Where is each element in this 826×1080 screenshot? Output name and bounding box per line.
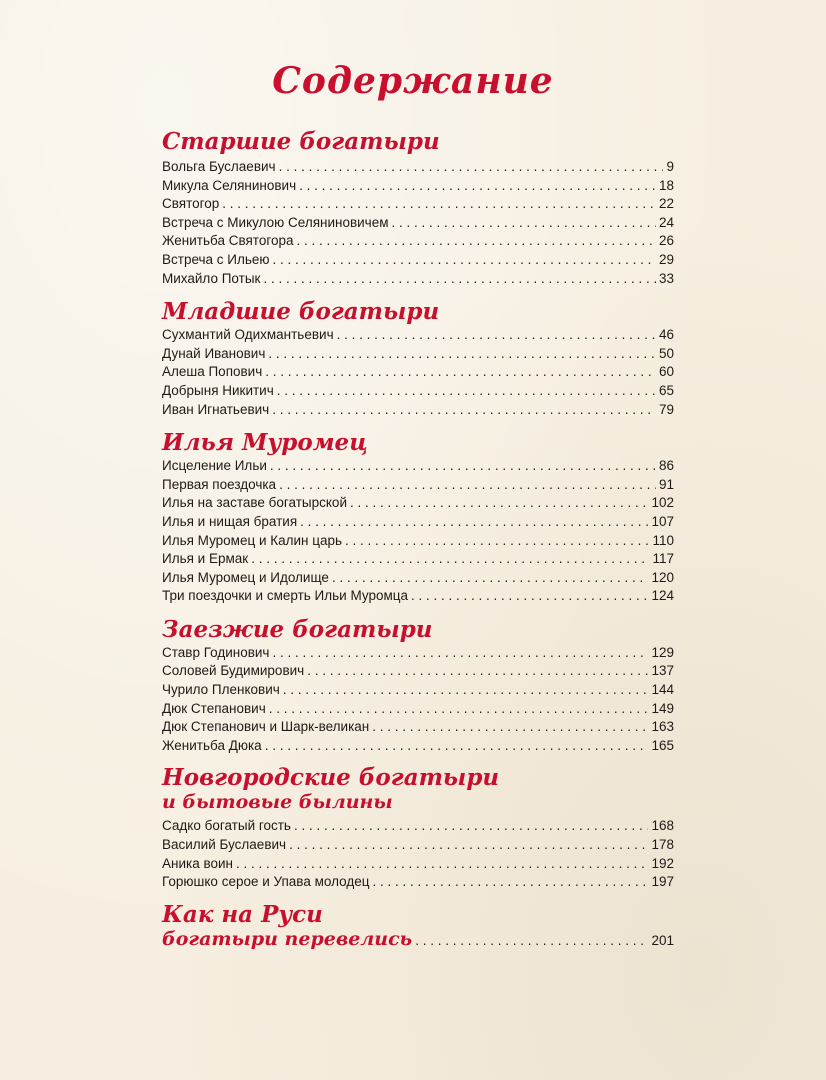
entry-title: Алеша Попович <box>162 364 263 380</box>
entry-page: 18 <box>658 177 674 193</box>
entry-page: 29 <box>658 251 674 267</box>
leader-dots <box>392 214 656 233</box>
entry-page: 9 <box>666 159 674 174</box>
entry-page: 65 <box>658 382 674 398</box>
toc-section <box>162 429 674 606</box>
entry-list <box>162 326 674 419</box>
toc-entry[interactable] <box>162 873 674 892</box>
toc-entry[interactable] <box>162 251 674 270</box>
page-title: Содержание <box>272 60 554 102</box>
toc-entry[interactable] <box>162 817 674 836</box>
entry-page: 163 <box>651 719 674 735</box>
leader-dots <box>236 855 648 874</box>
entry-page: 192 <box>651 855 674 871</box>
toc-entry[interactable] <box>162 737 674 756</box>
toc-section <box>162 128 674 288</box>
entry-title: Илья Муромец и Калин царь <box>162 532 343 548</box>
leader-dots <box>272 401 656 420</box>
toc-entry[interactable] <box>162 836 674 855</box>
toc-entry[interactable] <box>162 457 674 476</box>
leader-dots <box>279 158 664 177</box>
section-heading-line-1: Как на Руси <box>162 900 323 928</box>
entry-page: 91 <box>658 476 674 492</box>
entry-page: 137 <box>651 663 674 679</box>
toc-section <box>162 765 674 891</box>
toc-entry[interactable] <box>162 681 674 700</box>
entry-title: Горюшко серое и Упава молодец <box>162 874 370 890</box>
entry-page: 26 <box>658 233 674 249</box>
entry-title: Женитьба Дюка <box>162 737 262 753</box>
toc-entry[interactable] <box>162 270 674 289</box>
toc-entry[interactable] <box>162 345 674 364</box>
toc-entry[interactable] <box>162 401 674 420</box>
leader-dots <box>279 476 656 495</box>
toc-entry[interactable] <box>162 855 674 874</box>
toc-entry[interactable] <box>162 382 674 401</box>
toc-section <box>162 616 674 756</box>
entry-title: Дюк Степанович <box>162 700 266 716</box>
leader-dots <box>283 681 649 700</box>
entry-title: Садко богатый гость <box>162 818 291 834</box>
leader-dots <box>265 363 656 382</box>
section-heading: Старшие богатыри <box>162 128 440 155</box>
section-heading-line-2: и бытовые былины <box>162 791 393 814</box>
entry-page: 178 <box>651 837 674 853</box>
toc-entry[interactable] <box>162 232 674 251</box>
leader-dots <box>272 644 648 663</box>
entry-title: Аника воин <box>162 855 233 871</box>
leader-dots <box>299 177 656 196</box>
toc-entry[interactable] <box>162 158 674 177</box>
toc-entry[interactable] <box>162 718 674 737</box>
toc-section <box>162 902 674 950</box>
entry-title: Иван Игнатьевич <box>162 401 270 417</box>
toc-entry[interactable] <box>162 513 674 532</box>
leader-dots <box>277 382 656 401</box>
entry-page: 144 <box>651 682 674 698</box>
entry-title: Микула Селянинович <box>162 177 297 193</box>
leader-dots <box>415 933 648 948</box>
leader-dots <box>345 532 649 551</box>
leader-dots <box>270 457 656 476</box>
entry-page: 22 <box>658 196 674 212</box>
entry-title: Соловей Будимирович <box>162 663 305 679</box>
entry-page: 24 <box>658 214 674 230</box>
entry-title: Дунай Иванович <box>162 345 266 361</box>
toc-entry[interactable] <box>162 326 674 345</box>
entry-title: Женитьба Святогора <box>162 233 294 249</box>
entry-title: Илья Муромец и Идолище <box>162 569 329 585</box>
entry-title: Василий Буслаевич <box>162 837 287 853</box>
leader-dots <box>268 345 656 364</box>
entry-title: Илья и Ермак <box>162 551 249 567</box>
entry-page: 124 <box>651 588 674 604</box>
entry-page: 107 <box>651 513 674 529</box>
entry-title: Три поездочки и смерть Ильи Муромца <box>162 588 408 604</box>
entry-title: Вольга Буслаевич <box>162 159 276 174</box>
leader-dots <box>263 270 656 289</box>
entry-title: Первая поездочка <box>162 476 277 492</box>
leader-dots <box>372 718 648 737</box>
leader-dots <box>265 737 649 756</box>
section-heading: Заезжие богатыри <box>162 615 433 643</box>
entry-page: 79 <box>658 401 674 417</box>
toc-entry[interactable] <box>162 494 674 513</box>
toc-entry[interactable] <box>162 928 674 950</box>
leader-dots <box>411 587 648 606</box>
section-heading: Илья Муромец <box>162 429 368 457</box>
entry-page: 197 <box>651 874 674 890</box>
leader-dots <box>289 836 648 855</box>
leader-dots <box>296 232 655 251</box>
toc-entry[interactable] <box>162 214 674 233</box>
entry-page: 117 <box>652 551 674 567</box>
entry-title: Святогор <box>162 196 220 212</box>
leader-dots <box>273 251 656 270</box>
toc-entry[interactable] <box>162 569 674 588</box>
toc-entry[interactable] <box>162 363 674 382</box>
toc-entry[interactable] <box>162 177 674 196</box>
leader-dots <box>350 494 648 513</box>
toc-entry[interactable] <box>162 644 674 663</box>
entry-title: Встреча с Ильею <box>162 251 270 267</box>
leader-dots <box>337 326 656 345</box>
toc-entry[interactable] <box>162 700 674 719</box>
entry-page: 102 <box>651 495 674 511</box>
leader-dots <box>251 550 649 569</box>
section-heading-line-2: богатыри перевелись <box>162 927 413 950</box>
toc-entry[interactable] <box>162 476 674 495</box>
toc-section <box>162 298 674 419</box>
leader-dots <box>372 873 648 892</box>
entry-page: 86 <box>658 458 674 474</box>
leader-dots <box>300 513 648 532</box>
section-heading-line-1: Новгородские богатыри <box>162 764 500 792</box>
entry-list <box>162 817 674 891</box>
entry-title: Чурило Пленкович <box>162 682 280 698</box>
entry-page: 165 <box>651 737 674 753</box>
leader-dots <box>332 569 649 588</box>
entry-page: 129 <box>651 644 674 660</box>
entry-page: 33 <box>658 270 674 286</box>
entry-page: 149 <box>651 700 674 716</box>
entry-page: 60 <box>658 364 674 380</box>
entry-page: 168 <box>651 818 674 834</box>
entry-title: Илья и нищая братия <box>162 513 298 529</box>
entry-list <box>162 457 674 606</box>
entry-page: 201 <box>651 932 674 948</box>
entry-page: 46 <box>658 327 674 343</box>
entry-title: Ставр Годинович <box>162 644 270 660</box>
section-heading: Младшие богатыри <box>162 298 440 326</box>
leader-dots <box>294 817 649 836</box>
entry-title: Михайло Потык <box>162 270 261 286</box>
toc-entry[interactable] <box>162 587 674 606</box>
leader-dots <box>307 662 648 681</box>
entry-title: Илья на заставе богатырской <box>162 495 347 511</box>
toc-entry[interactable] <box>162 550 674 569</box>
entry-title: Встреча с Микулою Селяниновичем <box>162 214 389 230</box>
entry-page: 110 <box>652 532 674 548</box>
entry-page: 50 <box>658 345 674 361</box>
entry-title: Добрыня Никитич <box>162 382 274 398</box>
entry-list <box>162 644 674 756</box>
toc-entry[interactable] <box>162 532 674 551</box>
leader-dots <box>269 700 649 719</box>
table-of-contents <box>162 128 674 958</box>
entry-page: 120 <box>651 569 674 585</box>
entry-title: Сухмантий Одихмантьевич <box>162 327 334 343</box>
toc-entry[interactable] <box>162 662 674 681</box>
entry-title: Исцеление Ильи <box>162 458 267 474</box>
entry-title: Дюк Степанович и Шарк-великан <box>162 719 370 735</box>
entry-list <box>162 158 674 288</box>
leader-dots <box>222 195 656 214</box>
toc-entry[interactable] <box>162 195 674 214</box>
